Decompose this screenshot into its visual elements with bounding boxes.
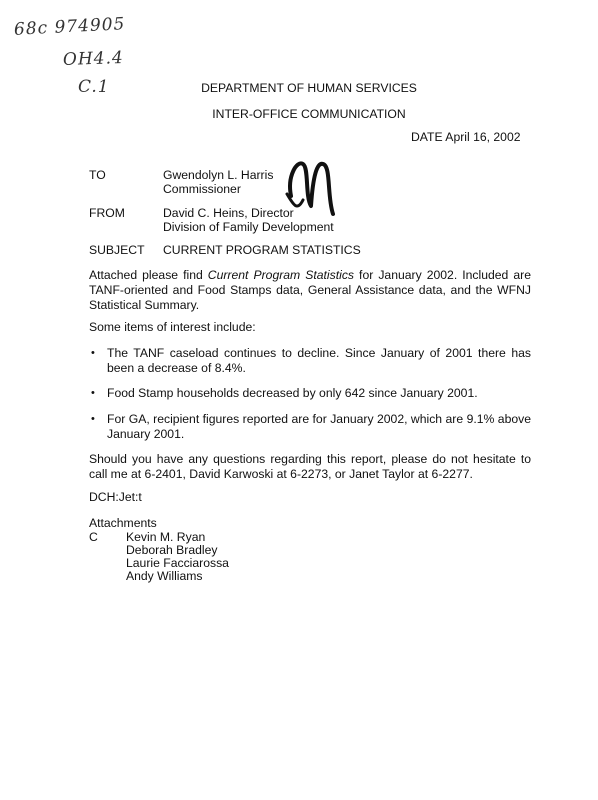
- memo-date: DATE April 16, 2002: [411, 130, 521, 144]
- from-name: David C. Heins, Director: [163, 206, 294, 220]
- cc-label: C: [89, 530, 98, 544]
- to-title: Commissioner: [163, 182, 241, 196]
- items-intro: Some items of interest include:: [89, 320, 256, 334]
- subject-text: CURRENT PROGRAM STATISTICS: [163, 243, 361, 257]
- intro-text-b: for January 2002. Included are TANF-oriented and Food Stamps data, General Assistance data, and the WFNJ Statistical Summary.: [89, 268, 531, 312]
- bullet-item-food-stamps: Food Stamp households decreased by only 642 since January 2001.: [107, 386, 478, 400]
- cc-recipient: Andy Williams: [126, 569, 203, 583]
- from-division: Division of Family Development: [163, 220, 334, 234]
- intro-paragraph: [89, 268, 531, 313]
- bullet-item-tanf: The TANF caseload continues to decline. Since January of 2001 there has been a decrease of 8.4%.: [107, 346, 531, 375]
- cc-recipient: Deborah Bradley: [126, 543, 218, 557]
- department-heading: DEPARTMENT OF HUMAN SERVICES: [201, 81, 417, 95]
- bullet-marker: •: [91, 413, 95, 425]
- to-label: TO: [89, 168, 106, 182]
- handwritten-note-1: 68c 974905: [13, 14, 126, 40]
- cc-recipient: Kevin M. Ryan: [126, 530, 206, 544]
- handwritten-note-2: OH4.4: [62, 47, 125, 71]
- report-title: Current Program Statistics: [207, 268, 355, 282]
- handwritten-initials: [283, 156, 343, 226]
- bullet-item-ga: For GA, recipient figures reported are for January 2002, which are 9.1% above January 2001.: [107, 412, 531, 441]
- from-label: FROM: [89, 206, 125, 220]
- subject-label: SUBJECT: [89, 243, 145, 257]
- bullet-marker: •: [91, 347, 95, 359]
- contact-paragraph: Should you have any questions regarding this report, please do not hesitate to call me at 6-2401, David Karwoski at 6-2273, or Janet Taylor at 6-2277.: [89, 452, 531, 481]
- bullet-marker: •: [91, 387, 95, 399]
- to-name: Gwendolyn L. Harris: [163, 168, 274, 182]
- attachments-label: Attachments: [89, 516, 157, 530]
- cc-recipient: Laurie Facciarossa: [126, 556, 229, 570]
- author-initials: DCH:Jet:t: [89, 490, 142, 504]
- handwritten-note-3: C.1: [78, 77, 110, 97]
- communication-heading: INTER-OFFICE COMMUNICATION: [212, 107, 406, 121]
- intro-text-a: Attached please find: [89, 268, 208, 282]
